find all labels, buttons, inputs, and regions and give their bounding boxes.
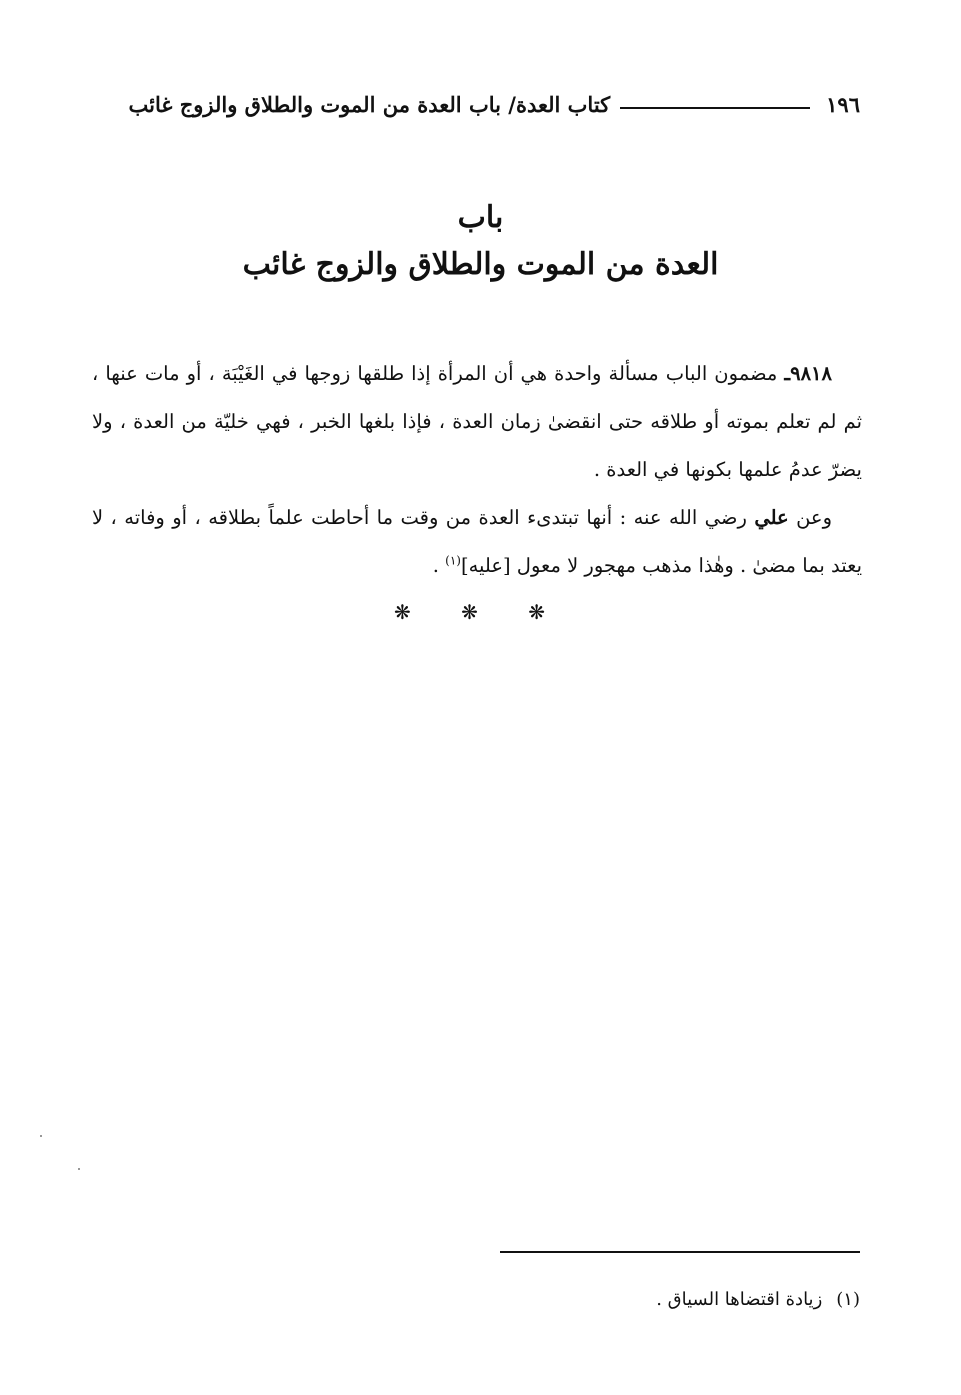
page-number: ١٩٦ — [826, 91, 860, 117]
header-rule — [620, 107, 810, 109]
running-header — [92, 86, 860, 122]
running-header-title: كتاب العدة/ باب العدة من الموت والطلاق والزوج غائب — [128, 91, 611, 117]
paragraph-text: مضمون الباب مسألة واحدة هي أن المرأة إذا طلقها زوجها في الغَيْبَة ، أو مات عنها ، ثم لم تعلم بموته أو طلاقه حتى انقضىٰ زمان العدة ، فإذا بلغها الخبر ، فهي خليّة من العدة ، ولا يضرّ عدمُ علمها بكونها في العدة . — [92, 362, 862, 481]
scan-speck — [78, 1168, 80, 1170]
cited-name: علي — [754, 506, 789, 529]
chapter-heading — [0, 196, 961, 290]
paragraph-9818 — [92, 350, 862, 494]
section-separator: ❋ ❋ ❋ — [394, 600, 567, 624]
paragraph-ali-opinion — [92, 494, 862, 590]
paragraph-end: . — [432, 554, 446, 577]
chapter-word: باب — [457, 200, 504, 235]
footnote-text: زيادة اقتضاها السياق . — [656, 1289, 823, 1310]
footnote-reference[interactable]: (١) — [445, 553, 461, 568]
chapter-title: العدة من الموت والطلاق والزوج غائب — [242, 247, 719, 282]
entry-number: ٩٨١٨ـ — [784, 362, 832, 385]
scan-speck — [40, 1135, 42, 1137]
paragraph-text-rest: رضي الله عنه : أنها تبتدىء العدة من وقت ما أحاطت علماً بطلاقه ، أو وفاته ، لا يعتد بما مضىٰ . وهٰذا مذهب مهجور لا معول [عليه] — [92, 506, 862, 577]
footnote-rule — [500, 1251, 860, 1253]
paragraph-text-start: وعن — [788, 506, 832, 529]
footnote-marker: (١) — [836, 1289, 860, 1310]
body-text — [92, 350, 862, 590]
footnote — [92, 1286, 860, 1314]
